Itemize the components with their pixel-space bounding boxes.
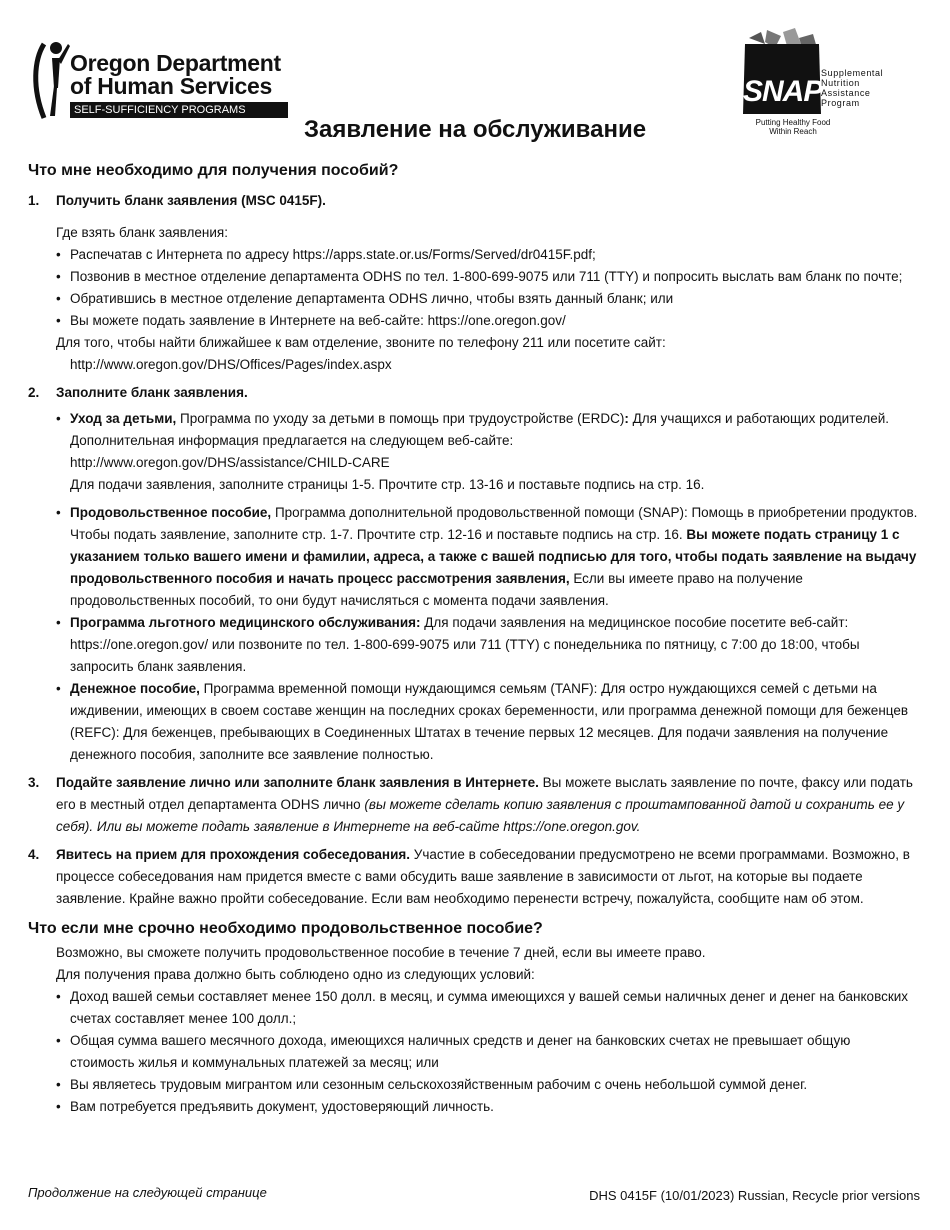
form-id: DHS 0415F (10/01/2023) Russian, Recycle prior versions [589, 1188, 920, 1203]
program-pages: Для подачи заявления, заполните страницы 1-5. Прочтите стр. 13-16 и поставьте подпись на стр. 16. [70, 477, 705, 492]
form-sources-list [56, 244, 918, 332]
continued-note: Продолжение на следующей странице [28, 1185, 267, 1200]
program-name: Денежное пособие, [70, 681, 200, 696]
step-1 [28, 190, 918, 376]
step-desc: Вы можете выслать заявление по почте, факсу или подать его в местный отдел департамента ODHS лично [56, 775, 913, 812]
program-name: Программа льготного медицинского обслуживания: [70, 615, 421, 630]
program-desc: Программа по уходу за детьми в помощь при трудоустройстве (ERDC) [176, 411, 625, 426]
snap-acronym-line: Nutrition [821, 78, 860, 88]
program-child-care [56, 408, 918, 496]
page-title: Заявление на обслуживание [303, 116, 647, 143]
program-name: Уход за детьми, [70, 411, 177, 426]
program-desc: Если вы имеете право на получение продовольственных пособий, то они будут начисляться с момента подачи заявления. [70, 571, 803, 608]
step-number: 2. [28, 385, 40, 400]
eligibility-list [28, 986, 918, 1118]
list-item: • Вы можете подать заявление в Интернете на веб-сайте: https://one.oregon.gov/ [56, 310, 918, 332]
program-desc: Для учащихся и работающих родителей. [628, 411, 889, 426]
snap-wordmark: SNAP [743, 75, 823, 108]
odhs-name [70, 52, 281, 98]
step-heading: Явитесь на прием для прохождения собеседования. [56, 847, 410, 862]
snap-acronym-line: Supplemental [821, 68, 884, 78]
list-item: • Вам потребуется предъявить документ, удостоверяющий личность. [56, 1096, 918, 1118]
odhs-logo [30, 38, 300, 122]
step-number: 1. [28, 193, 40, 208]
step-3 [28, 772, 918, 838]
step-desc-italic: (вы можете сделать копию заявления с проштампованной датой и сохранить ее у себя). Или вы можете подать заявление в Интернете на веб-сайте https://one.oregon.gov. [56, 797, 905, 834]
step-number: 4. [28, 847, 40, 862]
step-desc: Участие в собеседовании предусмотрено не всеми программами. Возможно, в процессе собеседования нам придется вместе с вами обсудить ваше заявление в зависимости от льгот, на которые вы подаете заявление. Крайне важно пройти собеседование. Если вам необходимо перенести встречу, пожалуйста, сообщите нам об этом. [56, 847, 910, 906]
page-header [0, 0, 950, 170]
program-list [56, 408, 918, 766]
program-food [56, 502, 918, 612]
urgent-food-intro [28, 942, 918, 986]
step-intro: Где взять бланк заявления: [56, 225, 228, 240]
program-name: Продовольственное пособие, [70, 505, 272, 520]
office-finder-url[interactable]: http://www.oregon.gov/DHS/Offices/Pages/index.aspx [70, 357, 392, 372]
step-heading: Заполните бланк заявления. [56, 385, 248, 400]
list-item: • Общая сумма вашего месячного дохода, имеющихся наличных средств и денег на банковских счетах не превышает общую стоимость жилья и коммунальных платежей за месяц; или [56, 1030, 918, 1074]
program-note: Вы можете подать страницу 1 с указанием только вашего имени и фамилии, адреса, а также с вашей подписью для того, чтобы подать заявление на выдачу продовольственного пособия и начать процесс рассмотрения заявления, [70, 527, 917, 586]
program-medical [56, 612, 918, 678]
list-item: • Обратившись в местное отделение департамента ODHS лично, чтобы взять данный бланк; или [56, 288, 918, 310]
step-text [56, 844, 918, 910]
step-4 [28, 844, 918, 910]
snap-tagline-line2: Within Reach [769, 127, 817, 136]
list-item: • Распечатав с Интернета по адресу https://apps.state.or.us/Forms/Served/dr0415F.pdf; [56, 244, 918, 266]
section-heading-urgent-food: Что если мне срочно необходимо продовольственное пособие? [28, 920, 543, 937]
snap-acronym-line: Program [821, 98, 860, 108]
snap-tagline-line1: Putting Healthy Food [755, 118, 831, 127]
program-desc: Программа дополнительной продовольственной помощи (SNAP): Помощь в приобретении продуктов. Чтобы подать заявление, заполните стр. 1-7. Прочтите стр. 12-16 и поставьте подпись на стр. 16. [70, 505, 918, 542]
list-item: • Позвонив в местное отделение департамента ODHS по тел. 1-800-699-9075 или 711 (TTY) и попросить выслать вам бланк по почте; [56, 266, 918, 288]
paragraph: Возможно, вы сможете получить продовольственное пособие в течение 7 дней, если вы имеете право. [56, 945, 706, 960]
section-heading-benefits: Что мне необходимо для получения пособий? [28, 162, 399, 179]
step-heading: Подайте заявление лично или заполните бланк заявления в Интернете. [56, 775, 539, 790]
odhs-name-line2: of Human Services [70, 73, 272, 99]
program-cash [56, 678, 918, 766]
program-colon: : [624, 411, 629, 426]
paragraph: Для получения права должно быть соблюдено одно из следующих условий: [56, 967, 535, 982]
office-finder-text: Для того, чтобы найти ближайшее к вам отделение, звоните по телефону 211 или посетите сайт: [56, 335, 666, 350]
step-text [56, 772, 918, 838]
program-more-info: Дополнительная информация предлагается на следующем веб-сайте: [70, 433, 514, 448]
step-2 [28, 382, 918, 766]
list-item: • Вы являетесь трудовым мигрантом или сезонным сельскохозяйственным рабочим с очень небольшой суммой денег. [56, 1074, 918, 1096]
snap-acronym [821, 68, 883, 108]
program-desc: Программа временной помощи нуждающимся семьям (TANF): Для остро нуждающихся семей с детьми на иждивении, имеющих в своем составе женщин на последних сроках беременности, или программа денежной помощи для беженцев (REFC): Для беженцев, пребывающих в Соединенных Штатах в течение первых 12 месяцев. Для подачи заявления на получение денежного пособия, заполните все заявление полностью. [70, 681, 909, 762]
step-heading: Получить бланк заявления (MSC 0415F). [56, 193, 326, 208]
list-item: • Доход вашей семьи составляет менее 150 долл. в месяц, и сумма имеющихся у вашей семьи наличных денег и денег на банковских счетах составляет менее 100 долл.; [56, 986, 918, 1030]
document-body [28, 158, 918, 1118]
snap-acronym-line: Assistance [821, 88, 871, 98]
program-url[interactable]: http://www.oregon.gov/DHS/assistance/CHILD-CARE [70, 455, 390, 470]
odhs-name-line1: Oregon Department [70, 50, 281, 76]
step-number: 3. [28, 775, 40, 790]
program-desc: Для подачи заявления на медицинское пособие посетите веб-сайт: https://one.oregon.gov/ или позвоните по тел. 1-800-699-9075 или 711 (TTY) с понедельника по пятницу, с 7:00 до 18:00, чтобы запросить бланк заявления. [70, 615, 860, 674]
odhs-person-icon [30, 38, 70, 122]
odhs-programs-bar: SELF-SUFFICIENCY PROGRAMS [70, 102, 288, 118]
